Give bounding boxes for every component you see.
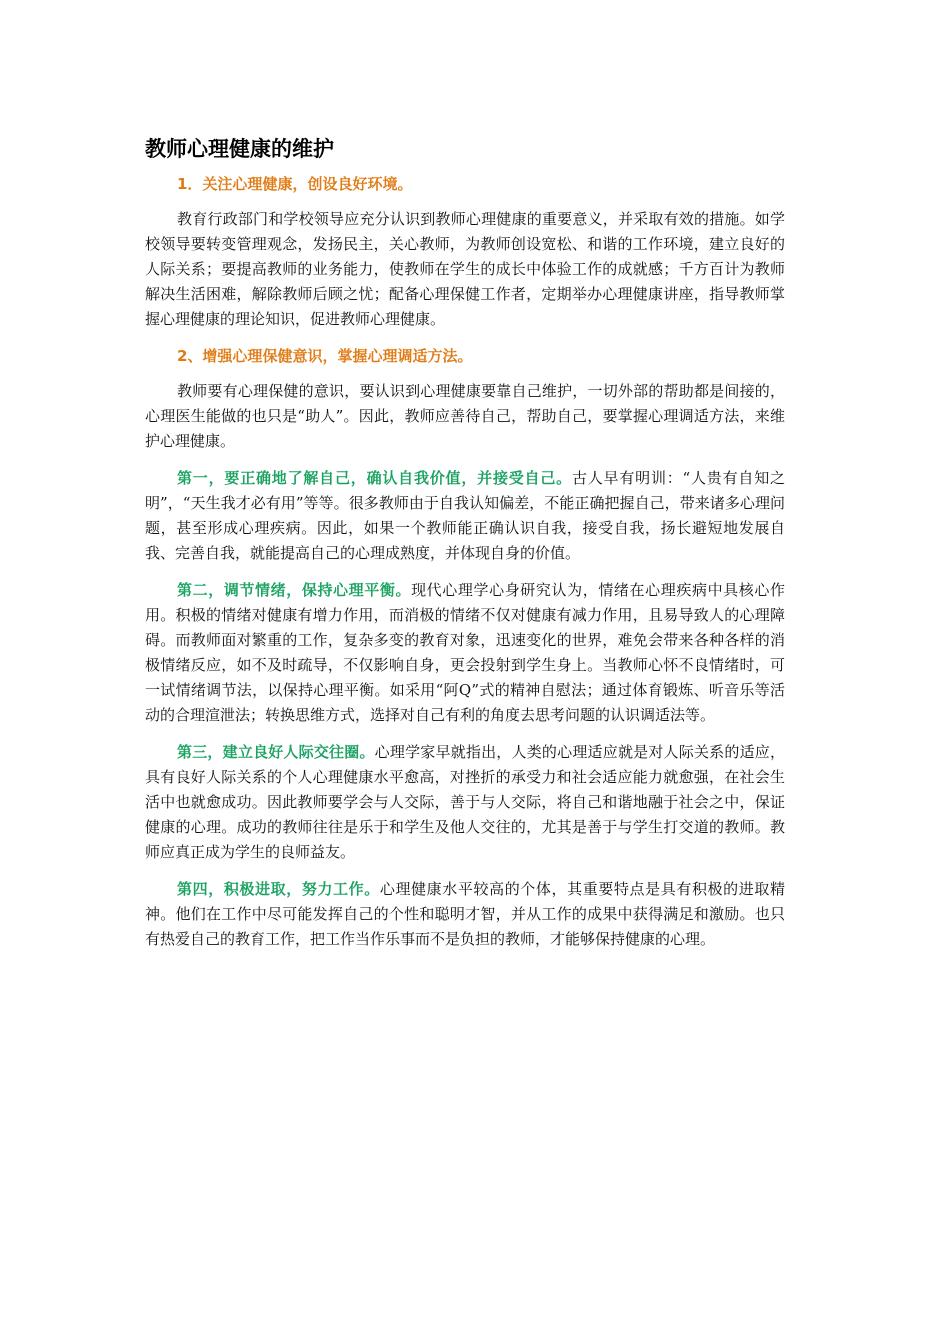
section-body-2: 教师要有心理保健的意识，要认识到心理健康要靠自己维护，一切外部的帮助都是间接的，心理医生能做的也只是“助人”。因此，教师应善待自己，帮助自己，要掌握心理调适方法，来维护心理健康。	[145, 382, 785, 450]
point-lead-2: 第二，调节情绪，保持心理平衡。	[177, 581, 412, 599]
point-lead-1: 第一，要正确地了解自己，确认自我价值，并接受自己。	[177, 469, 572, 487]
document-page	[145, 132, 785, 964]
point-text-1: 古人早有明训：“人贵有自知之明”，“天生我才必有用”等等。很多教师由于自我认知偏差，不能正确把握自己，带来诸多心理问题，甚至形成心理疾病。因此，如果一个教师能正确认识自我，接受自我，扬长避短地发展自我、完善自我，就能提高自己的心理成熟度，并体现自身的价值。	[145, 469, 785, 562]
section-heading-1: 1．关注心理健康，创设良好环境。	[177, 175, 413, 193]
point-paragraph-1	[145, 466, 785, 566]
point-paragraph-4	[145, 877, 785, 952]
point-lead-4: 第四，积极进取，努力工作。	[177, 880, 380, 898]
point-text-2: 现代心理学心身研究认为，情绪在心理疾病中具核心作用。积极的情绪对健康有增力作用，而消极的情绪不仅对健康有减力作用，且易导致人的心理障碍。而教师面对繁重的工作，复杂多变的教育对象，迅速变化的世界，难免会带来各种各样的消极情绪反应，如不及时疏导，不仅影响自身，更会投射到学生身上。当教师心怀不良情绪时，可一试情绪调节法，以保持心理平衡。如采用“阿Q”式的精神自慰法；通过体育锻炼、听音乐等活动的合理渲泄法；转换思维方式，选择对自己有利的角度去思考问题的认识调适法等。	[145, 581, 785, 724]
section-heading-2: 2、增强心理保健意识，掌握心理调适方法。	[177, 347, 473, 365]
point-paragraph-3	[145, 740, 785, 865]
point-lead-3: 第三，建立良好人际交往圈。	[177, 743, 375, 761]
section-body-1: 教育行政部门和学校领导应充分认识到教师心理健康的重要意义，并采取有效的措施。如学校领导要转变管理观念，发扬民主，关心教师，为教师创设宽松、和谐的工作环境，建立良好的人际关系；要提高教师的业务能力，使教师在学生的成长中体验工作的成就感；千方百计为教师解决生活困难，解除教师后顾之忧；配备心理保健工作者，定期举办心理健康讲座，指导教师掌握心理健康的理论知识，促进教师心理健康。	[145, 210, 785, 328]
point-text-4: 心理健康水平较高的个体，其重要特点是具有积极的进取精神。他们在工作中尽可能发挥自己的个性和聪明才智，并从工作的成果中获得满足和激励。也只有热爱自己的教育工作，把工作当作乐事而不是负担的教师，才能够保持健康的心理。	[145, 880, 785, 948]
point-paragraph-2	[145, 578, 785, 728]
page-title: 教师心理健康的维护	[145, 137, 334, 161]
point-text-3: 心理学家早就指出，人类的心理适应就是对人际关系的适应，具有良好人际关系的个人心理健康水平愈高，对挫折的承受力和社会适应能力就愈强，在社会生活中也就愈成功。因此教师要学会与人交际，善于与人交际，将自己和谐地融于社会之中，保证健康的心理。成功的教师往往是乐于和学生及他人交往的，尤其是善于与学生打交道的教师。教师应真正成为学生的良师益友。	[145, 743, 785, 861]
